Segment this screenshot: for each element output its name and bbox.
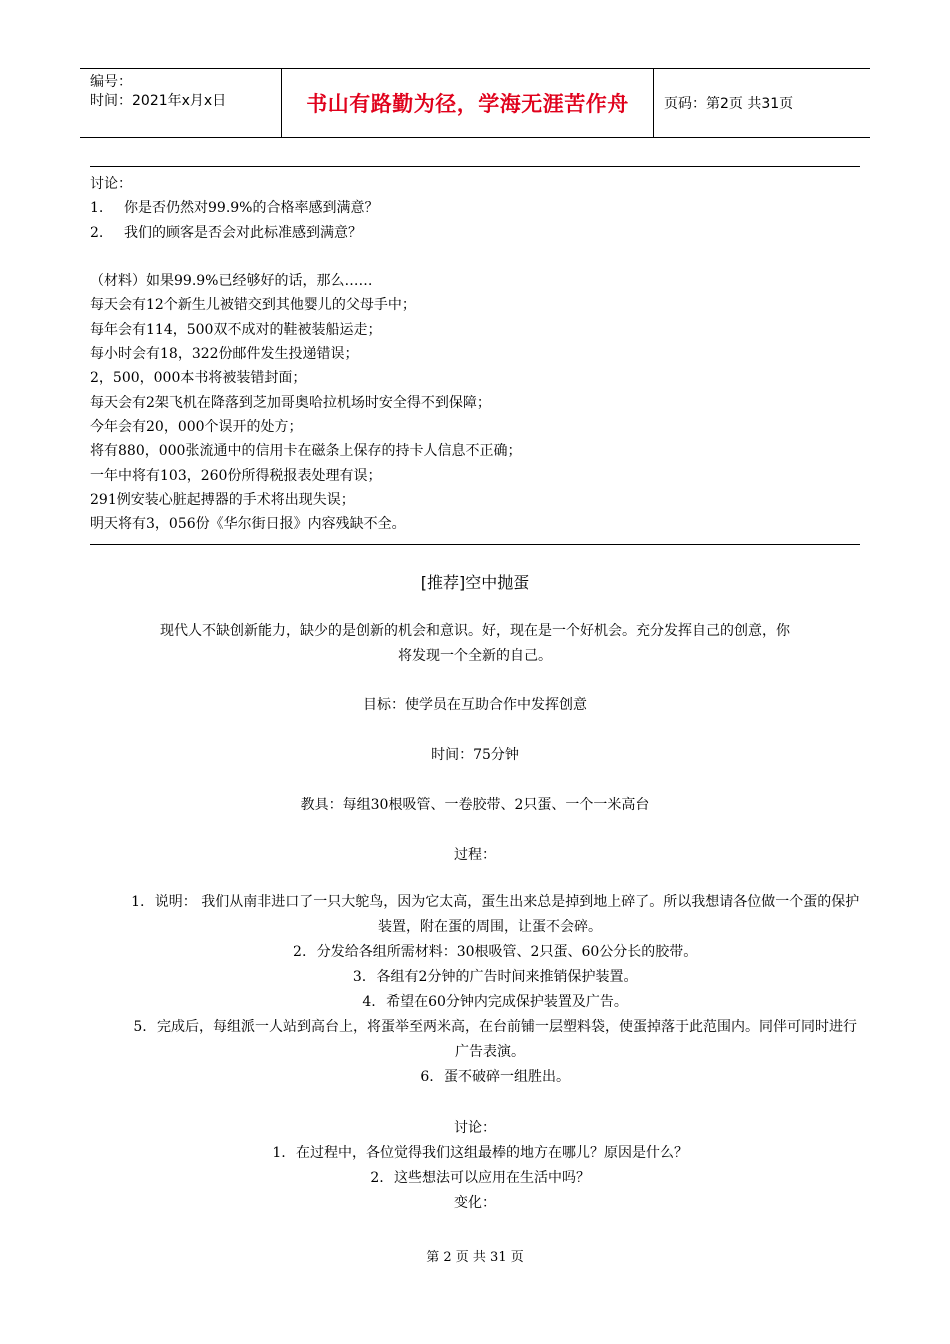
time-label: 时间：2021年x月x日 bbox=[90, 93, 227, 109]
discussion-heading: 讨论： bbox=[90, 176, 132, 192]
material-line: 将有880，000张流通中的信用卡在磁条上保存的持卡人信息不正确； bbox=[90, 443, 522, 460]
material-intro: （材料）如果99.9%已经够好的话，那么…… bbox=[90, 273, 373, 290]
material-line: 今年会有20，000个误开的处方； bbox=[90, 418, 303, 435]
discussion-item: 1. 在过程中，各位觉得我们这组最棒的地方在哪儿？原因是什么？ bbox=[272, 1145, 688, 1161]
process-step: 2. 分发给各组所需材料：30根吸管、2只蛋、60公分长的胶带。 bbox=[293, 944, 698, 960]
discussion-item: 1. 你是否仍然对99.9%的合格率感到满意？ bbox=[90, 200, 379, 217]
section-goal: 目标：使学员在互助合作中发挥创意 bbox=[363, 697, 587, 713]
process-heading: 过程： bbox=[454, 847, 496, 863]
process-step: 3. 各组有2分钟的广告时间来推销保护装置。 bbox=[352, 969, 638, 985]
blank-line bbox=[90, 245, 860, 269]
process-step: 6. 蛋不破碎一组胜出。 bbox=[420, 1069, 570, 1085]
discussion-heading: 讨论： bbox=[454, 1120, 496, 1136]
document-header bbox=[80, 68, 870, 138]
process-step: 1. 说明： 我们从南非进口了一只大鸵鸟，因为它太高，蛋生出来总是掉到地上碎了。所以我想请各位做一个蛋的保护装置，附在蛋的周围，让蛋不会碎。 bbox=[131, 894, 860, 935]
section-title: [推荐]空中抛蛋 bbox=[420, 573, 530, 592]
process-step: 5. 完成后，每组派一人站到高台上，将蛋举至两米高，在台前铺一层塑料袋，使蛋掉落于此范围内。同伴可同时进行广告表演。 bbox=[133, 1019, 857, 1060]
serial-label: 编号： bbox=[90, 74, 132, 90]
material-line: 每年会有114，500双不成对的鞋被装船运走； bbox=[90, 321, 382, 338]
material-line: 每小时会有18，322份邮件发生投递错误； bbox=[90, 346, 359, 363]
discussion-material-block bbox=[90, 172, 860, 536]
header-motto: 书山有路勤为径，学海无涯苦作舟 bbox=[282, 69, 654, 137]
section-time: 时间：75分钟 bbox=[431, 747, 519, 763]
discussion-item: 2. 我们的顾客是否会对此标准感到满意？ bbox=[90, 224, 362, 241]
divider-bottom bbox=[90, 544, 860, 545]
section-tools: 教具：每组30根吸管、一卷胶带、2只蛋、一个一米高台 bbox=[300, 797, 650, 813]
section-discussion bbox=[90, 1116, 860, 1216]
material-line: 2，500，000本书将被装错封面； bbox=[90, 370, 307, 387]
material-line: 291例安装心脏起搏器的手术将出现失误； bbox=[90, 491, 355, 508]
page-footer: 第 2 页 共 31 页 bbox=[426, 1250, 524, 1265]
material-line: 每天会有2架飞机在降落到芝加哥奥哈拉机场时安全得不到保障； bbox=[90, 394, 491, 411]
header-meta bbox=[80, 69, 282, 137]
discussion-item: 2. 这些想法可以应用在生活中吗？ bbox=[370, 1170, 590, 1186]
material-line: 一年中将有103，260份所得税报表处理有误； bbox=[90, 467, 382, 484]
process-step: 4. 希望在60分钟内完成保护装置及广告。 bbox=[362, 994, 628, 1010]
material-line: 明天将有3，056份《华尔街日报》内容残缺不全。 bbox=[90, 516, 406, 533]
section-intro: 现代人不缺创新能力，缺少的是创新的机会和意识。好，现在是一个好机会。充分发挥自己的创意，你 将发现一个全新的自己。 bbox=[160, 623, 790, 664]
material-line: 每天会有12个新生儿被错交到其他婴儿的父母手中； bbox=[90, 297, 416, 314]
change-heading: 变化： bbox=[454, 1195, 496, 1211]
divider-top bbox=[90, 166, 860, 167]
process-steps bbox=[120, 890, 860, 1090]
header-page-info: 页码：第2页 共31页 bbox=[664, 96, 794, 112]
